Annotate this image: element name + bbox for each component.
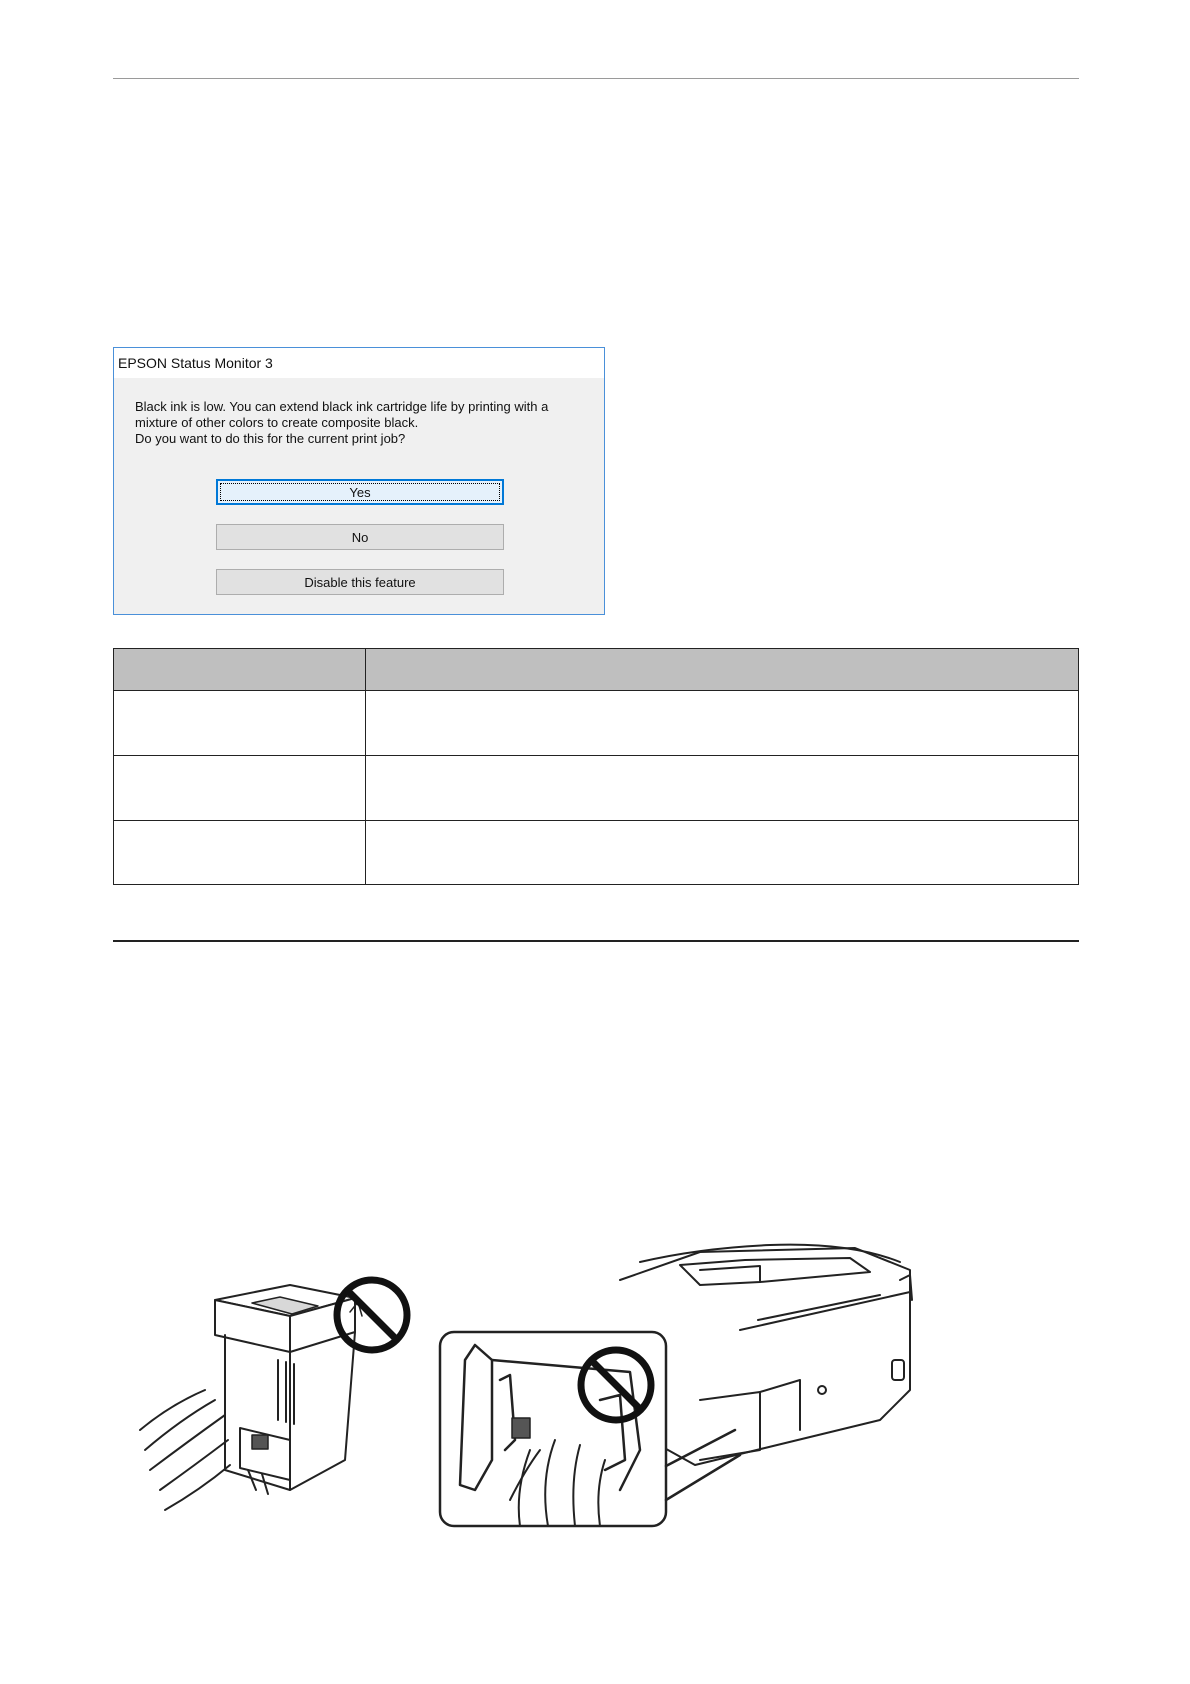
yes-button[interactable]: Yes <box>216 479 504 505</box>
hand-icon <box>140 1390 230 1510</box>
no-button[interactable]: No <box>216 524 504 550</box>
dialog-message-line: Do you want to do this for the current print job? <box>135 431 406 446</box>
dialog-title: EPSON Status Monitor 3 <box>118 355 273 371</box>
dialog-message-line: Black ink is low. You can extend black ink cartridge life by printing with a <box>135 399 549 414</box>
dialog-message-line: mixture of other colors to create composite black. <box>135 415 419 430</box>
disable-feature-button[interactable]: Disable this feature <box>216 569 504 595</box>
